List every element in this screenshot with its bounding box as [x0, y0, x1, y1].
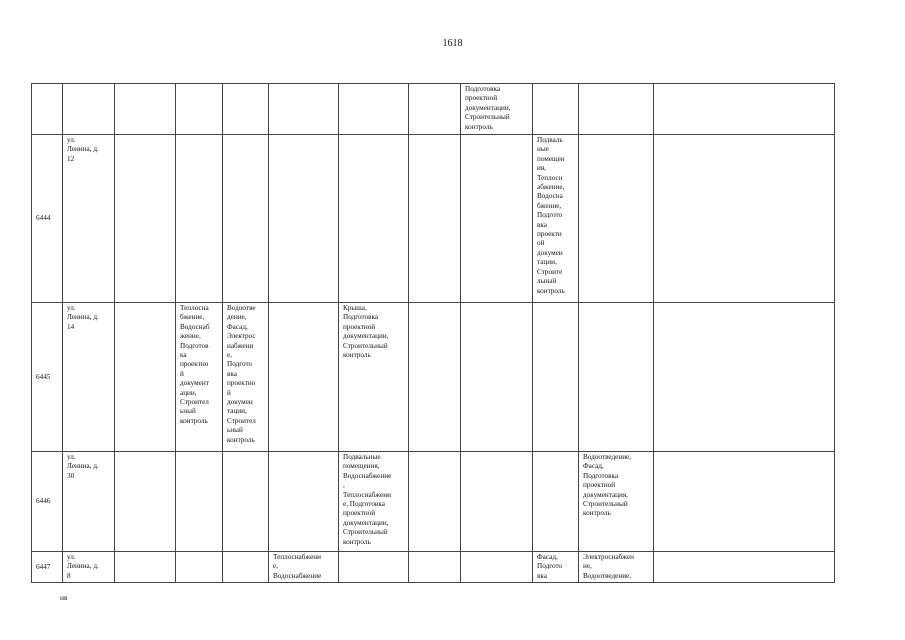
table-cell: Подвальные помещения, Водоснабжение , Теплоснабжени е, Подготовка проектной документации, Строительный контроль	[339, 452, 409, 552]
table-cell	[579, 135, 654, 303]
table-cell	[223, 135, 269, 303]
table-cell: Теплосна бжение, Водоснаб жение, Подготов ка проектно й документ ации, Строител ьный контроль	[176, 303, 223, 452]
table-cell	[176, 135, 223, 303]
table-cell	[223, 452, 269, 552]
table-cell	[223, 552, 269, 583]
address-cell: ул. Ленина, д. 8	[63, 552, 115, 583]
table-cell	[409, 452, 461, 552]
table-cell	[461, 452, 533, 552]
address-cell	[63, 84, 115, 135]
page-number: 1618	[442, 38, 463, 49]
table-cell	[409, 303, 461, 452]
table-cell	[269, 135, 339, 303]
table-cell: Фасад, Подгото вка	[533, 552, 579, 583]
table-cell	[339, 135, 409, 303]
table-cell	[339, 552, 409, 583]
table-cell	[533, 303, 579, 452]
row-number: 6444	[32, 135, 63, 303]
table-cell	[176, 552, 223, 583]
table-cell	[461, 552, 533, 583]
table-cell	[409, 552, 461, 583]
row-number: 6446	[32, 452, 63, 552]
table-cell	[269, 303, 339, 452]
table-cell	[115, 552, 176, 583]
footer-text: нв	[60, 593, 68, 602]
table-cell	[115, 452, 176, 552]
row-number	[32, 84, 63, 135]
row-number: 6445	[32, 303, 63, 452]
table-cell: Теплоснабжени е, Водоснабжение	[269, 552, 339, 583]
table-cell	[533, 84, 579, 135]
table-cell	[115, 135, 176, 303]
table-row	[32, 452, 835, 552]
table-cell	[654, 135, 835, 303]
table-cell	[339, 84, 409, 135]
table-row	[32, 135, 835, 303]
table-row	[32, 303, 835, 452]
table-cell	[176, 452, 223, 552]
table-cell	[176, 84, 223, 135]
table-cell	[223, 84, 269, 135]
table-cell	[269, 452, 339, 552]
address-cell: ул. Ленина, д. 12	[63, 135, 115, 303]
table-cell	[461, 303, 533, 452]
table-row	[32, 552, 835, 583]
table-cell: Водоотведение, Фасад, Подготовка проектной документация, Строительный контроль	[579, 452, 654, 552]
table-cell: Водоотве дение, Фасад, Электрос набжени е, Подгото вка проектно й докумен тации, Строител ьный контроль	[223, 303, 269, 452]
table-cell	[409, 84, 461, 135]
table-cell	[579, 84, 654, 135]
address-cell: ул. Ленина, д. 14	[63, 303, 115, 452]
works-table	[31, 83, 835, 583]
table-cell	[533, 452, 579, 552]
table-cell	[461, 135, 533, 303]
table-cell	[409, 135, 461, 303]
table-row	[32, 84, 835, 135]
table-cell: Подготовка проектной документации, Строительный контроль	[461, 84, 533, 135]
table-cell: Подваль ные помещен ия, Теплосн абжение, Водосна бжение, Подгото вка проекти ой докумен тации, Строите льный контроль	[533, 135, 579, 303]
table-cell	[654, 84, 835, 135]
table-cell	[579, 303, 654, 452]
table-cell	[654, 552, 835, 583]
address-cell: ул. Ленина, д. 30	[63, 452, 115, 552]
table-cell: Крыша, Подготовка проектной документации, Строительный контроль	[339, 303, 409, 452]
table-cell	[115, 84, 176, 135]
row-number: 6447	[32, 552, 63, 583]
table-cell	[269, 84, 339, 135]
table-cell: Электроснабжен ие, Водоотведение,	[579, 552, 654, 583]
table-cell	[654, 303, 835, 452]
table-cell	[115, 303, 176, 452]
table-cell	[654, 452, 835, 552]
